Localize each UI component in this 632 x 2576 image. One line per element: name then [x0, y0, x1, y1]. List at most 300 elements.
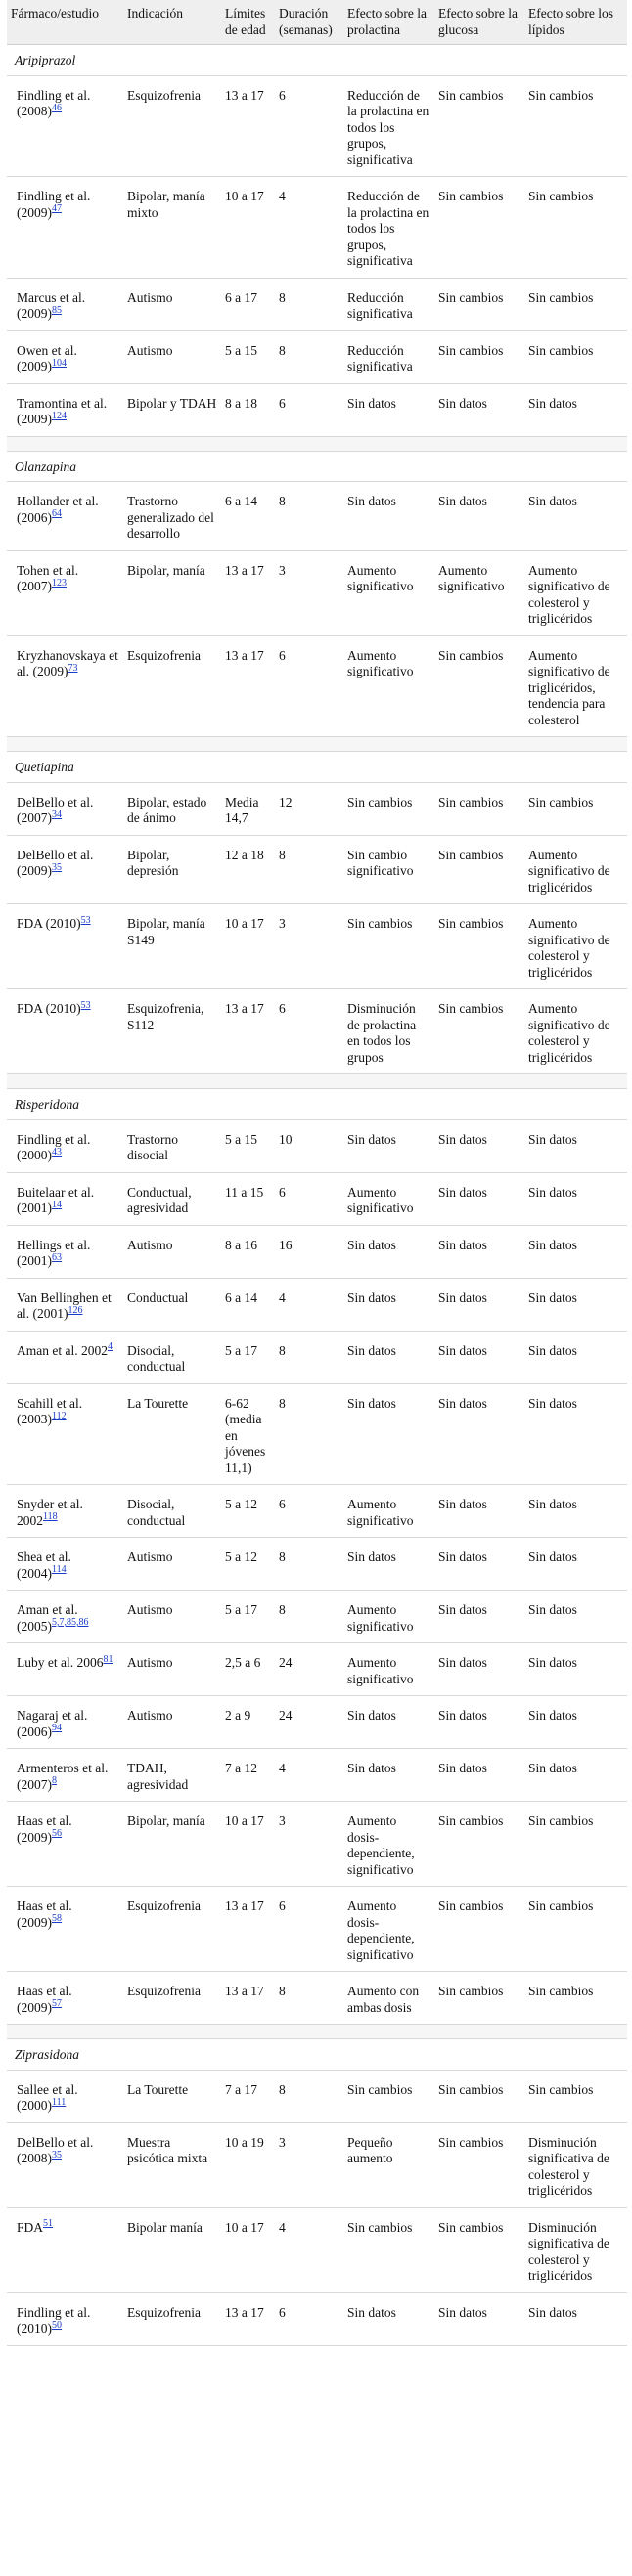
table-row [7, 482, 627, 551]
age-cell: 13 a 17 [221, 989, 275, 1074]
table-row [7, 2122, 627, 2207]
reference-link[interactable]: 56 [52, 1828, 62, 1839]
prolactin-cell: Aumento significativo [343, 1591, 434, 1643]
study-name: Tramontina et al. (2009) [17, 395, 108, 426]
header-cell-duration: Duración (semanas) [275, 0, 343, 45]
table-row [7, 330, 627, 383]
lipids-cell: Sin datos [524, 1172, 627, 1225]
glucose-cell: Sin cambios [434, 1802, 524, 1887]
age-cell: 13 a 17 [221, 75, 275, 177]
age-cell: Media 14,7 [221, 782, 275, 835]
header-row [7, 0, 627, 45]
reference-superscript [68, 662, 77, 674]
study-name: DelBello et al. (2007) [17, 794, 94, 825]
table-row [7, 2070, 627, 2122]
duration-cell: 6 [275, 635, 343, 737]
study-name: Nagaraj et al. (2006) [17, 1708, 88, 1739]
age-cell: 10 a 17 [221, 1802, 275, 1887]
prolactin-cell: Sin datos [343, 1538, 434, 1591]
group-separator [7, 2025, 627, 2039]
reference-superscript [52, 1146, 62, 1157]
lipids-cell: Sin datos [524, 383, 627, 436]
reference-superscript [52, 861, 62, 873]
header-cell-age: Límites de edad [221, 0, 275, 45]
study-name: Findling et al. (2008) [17, 87, 91, 118]
separator-cell [7, 737, 627, 752]
age-cell: 10 a 17 [221, 177, 275, 279]
study-cell [7, 330, 123, 383]
indication-cell: Esquizofrenia, S112 [123, 989, 221, 1074]
lipids-cell: Sin datos [524, 1119, 627, 1172]
study-name: Shea et al. (2004) [17, 1550, 71, 1581]
age-cell: 5 a 17 [221, 1331, 275, 1383]
prolactin-cell: Sin datos [343, 1749, 434, 1802]
table-row [7, 1538, 627, 1591]
reference-link[interactable]: 73 [68, 662, 78, 674]
duration-cell: 12 [275, 782, 343, 835]
prolactin-cell: Reducción de la prolactina en todos los grupos, significativa [343, 75, 434, 177]
study-name: Haas et al. (2009) [17, 1984, 72, 2015]
duration-cell: 6 [275, 1887, 343, 1972]
table-row [7, 1749, 627, 1802]
table-row [7, 782, 627, 835]
prolactin-cell: Sin datos [343, 1119, 434, 1172]
reference-link[interactable]: 43 [52, 1146, 62, 1157]
study-cell [7, 2292, 123, 2345]
prolactin-cell: Aumento dosis-dependiente, significativo [343, 1887, 434, 1972]
reference-superscript [52, 808, 62, 820]
study-cell [7, 550, 123, 635]
lipids-cell: Aumento significativo de colesterol y triglicéridos [524, 550, 627, 635]
reference-superscript [103, 1653, 113, 1665]
separator-cell [7, 2025, 627, 2039]
duration-cell: 8 [275, 1972, 343, 2025]
study-name: Scahill et al. (2003) [17, 1395, 83, 1426]
glucose-cell: Sin cambios [434, 330, 524, 383]
table-container [7, 0, 627, 2346]
duration-cell: 24 [275, 1696, 343, 1749]
age-cell: 13 a 17 [221, 550, 275, 635]
reference-superscript [52, 357, 67, 369]
age-cell: 8 a 18 [221, 383, 275, 436]
lipids-cell: Sin cambios [524, 1802, 627, 1887]
table-row [7, 904, 627, 989]
glucose-cell: Sin datos [434, 383, 524, 436]
reference-link[interactable]: 50 [52, 2319, 62, 2331]
study-cell [7, 1119, 123, 1172]
prolactin-cell: Sin datos [343, 1331, 434, 1383]
reference-superscript [52, 2096, 66, 2108]
group-row [7, 451, 627, 482]
duration-cell: 4 [275, 2207, 343, 2292]
prolactin-cell: Reducción significativa [343, 330, 434, 383]
study-name: Sallee et al. (2000) [17, 2081, 78, 2113]
age-cell: 13 a 17 [221, 1972, 275, 2025]
lipids-cell: Sin datos [524, 1696, 627, 1749]
glucose-cell: Sin datos [434, 482, 524, 551]
table-row [7, 2207, 627, 2292]
study-name: DelBello et al. (2008) [17, 2134, 94, 2165]
prolactin-cell: Sin cambio significativo [343, 835, 434, 904]
glucose-cell: Sin datos [434, 1172, 524, 1225]
prolactin-cell: Aumento significativo [343, 1485, 434, 1538]
study-cell [7, 177, 123, 279]
reference-link[interactable]: 118 [43, 1511, 58, 1522]
glucose-cell: Sin cambios [434, 177, 524, 279]
prolactin-cell: Pequeño aumento [343, 2122, 434, 2207]
indication-cell: La Tourette [123, 1383, 221, 1485]
reference-superscript [81, 914, 91, 926]
reference-superscript [52, 1251, 62, 1263]
prolactin-cell: Aumento dosis-dependiente, significativo [343, 1802, 434, 1887]
duration-cell: 3 [275, 1802, 343, 1887]
reference-superscript [81, 999, 91, 1011]
lipids-cell: Sin cambios [524, 1887, 627, 1972]
lipids-cell: Aumento significativo de colesterol y triglicéridos [524, 989, 627, 1074]
reference-superscript [52, 507, 62, 519]
lipids-cell: Sin datos [524, 1485, 627, 1538]
study-name: Aman et al. 2002 [17, 1342, 108, 1358]
lipids-cell: Sin datos [524, 1278, 627, 1331]
study-name: Owen et al. (2009) [17, 342, 77, 373]
prolactin-cell: Aumento significativo [343, 550, 434, 635]
header-cell-prolactin: Efecto sobre la prolactina [343, 0, 434, 45]
table-row [7, 1225, 627, 1278]
glucose-cell: Sin datos [434, 1485, 524, 1538]
reference-superscript [52, 102, 62, 113]
header-cell-lipids: Efecto sobre los lípidos [524, 0, 627, 45]
reference-link[interactable]: 14 [52, 1199, 62, 1210]
indication-cell: Bipolar, manía S149 [123, 904, 221, 989]
prolactin-cell: Sin datos [343, 2292, 434, 2345]
reference-superscript [52, 2319, 62, 2331]
lipids-cell: Sin datos [524, 1643, 627, 1696]
prolactin-cell: Reducción de la prolactina en todos los grupos, significativa [343, 177, 434, 279]
study-cell [7, 1331, 123, 1383]
study-cell [7, 1278, 123, 1331]
study-name: Hellings et al. (2001) [17, 1237, 91, 1268]
age-cell: 2 a 9 [221, 1696, 275, 1749]
reference-link[interactable]: 124 [52, 410, 67, 421]
study-name: Armenteros et al. (2007) [17, 1761, 109, 1792]
age-cell: 6-62 (media en jóvenes 11,1) [221, 1383, 275, 1485]
study-name: DelBello et al. (2009) [17, 847, 94, 878]
lipids-cell: Aumento significativo de triglicéridos, tendencia para colesterol [524, 635, 627, 737]
age-cell: 5 a 12 [221, 1485, 275, 1538]
prolactin-cell: Aumento significativo [343, 1643, 434, 1696]
reference-link[interactable]: 126 [68, 1304, 83, 1316]
glucose-cell: Sin datos [434, 1225, 524, 1278]
reference-superscript [52, 1199, 62, 1210]
lipids-cell: Sin cambios [524, 782, 627, 835]
study-cell [7, 782, 123, 835]
lipids-cell: Sin datos [524, 1225, 627, 1278]
prolactin-cell: Sin cambios [343, 782, 434, 835]
prolactin-cell: Sin datos [343, 482, 434, 551]
glucose-cell: Sin datos [434, 1331, 524, 1383]
age-cell: 5 a 12 [221, 1538, 275, 1591]
study-name: Hollander et al. (2006) [17, 494, 99, 525]
indication-cell: Disocial, conductual [123, 1485, 221, 1538]
study-cell [7, 383, 123, 436]
reference-link[interactable]: 53 [80, 914, 91, 926]
glucose-cell: Sin datos [434, 1278, 524, 1331]
study-name: Tohen et al. (2007) [17, 562, 79, 593]
table-row [7, 75, 627, 177]
reference-link[interactable]: 58 [52, 1913, 62, 1924]
duration-cell: 3 [275, 2122, 343, 2207]
reference-link[interactable]: 111 [52, 2096, 67, 2108]
indication-cell: Bipolar, manía [123, 550, 221, 635]
age-cell: 6 a 14 [221, 482, 275, 551]
group-title: Olanzapina [7, 451, 627, 482]
glucose-cell: Sin cambios [434, 782, 524, 835]
separator-cell [7, 1074, 627, 1089]
study-cell [7, 1485, 123, 1538]
table-row [7, 1119, 627, 1172]
duration-cell: 8 [275, 1331, 343, 1383]
glucose-cell: Sin datos [434, 1119, 524, 1172]
reference-superscript [52, 1912, 62, 1924]
lipids-cell: Sin cambios [524, 2070, 627, 2122]
reference-superscript [52, 1563, 67, 1575]
study-cell [7, 904, 123, 989]
table-row [7, 1591, 627, 1643]
glucose-cell: Sin cambios [434, 75, 524, 177]
indication-cell: Autismo [123, 278, 221, 330]
reference-superscript [52, 1722, 62, 1733]
glucose-cell: Sin datos [434, 1749, 524, 1802]
reference-superscript [52, 1827, 62, 1839]
lipids-cell: Sin cambios [524, 177, 627, 279]
table-row [7, 635, 627, 737]
duration-cell: 8 [275, 1383, 343, 1485]
age-cell: 7 a 17 [221, 2070, 275, 2122]
duration-cell: 6 [275, 2292, 343, 2345]
glucose-cell: Sin datos [434, 1383, 524, 1485]
reference-link[interactable]: 114 [52, 1564, 67, 1575]
lipids-cell: Sin datos [524, 2292, 627, 2345]
prolactin-cell: Aumento significativo [343, 635, 434, 737]
prolactin-cell: Sin datos [343, 1383, 434, 1485]
indication-cell: Autismo [123, 1225, 221, 1278]
study-cell [7, 278, 123, 330]
table-row [7, 177, 627, 279]
prolactin-cell: Sin datos [343, 1278, 434, 1331]
reference-link[interactable]: 47 [52, 203, 62, 214]
prolactin-cell: Aumento significativo [343, 1172, 434, 1225]
reference-link[interactable]: 35 [52, 861, 62, 873]
reference-superscript [52, 1774, 57, 1786]
age-cell: 6 a 14 [221, 1278, 275, 1331]
lipids-cell: Sin cambios [524, 278, 627, 330]
table-row [7, 1485, 627, 1538]
reference-link[interactable]: 104 [52, 357, 67, 369]
duration-cell: 24 [275, 1643, 343, 1696]
duration-cell: 6 [275, 1485, 343, 1538]
reference-superscript [52, 1997, 62, 2009]
reference-link[interactable]: 4 [107, 1341, 113, 1352]
reference-superscript [52, 1410, 67, 1421]
prolactin-cell: Sin datos [343, 383, 434, 436]
study-name: Buitelaar et al. (2001) [17, 1184, 95, 1215]
study-cell [7, 635, 123, 737]
reference-superscript [43, 1510, 58, 1522]
reference-link[interactable]: 8 [52, 1775, 57, 1786]
table-row [7, 278, 627, 330]
study-name: Haas et al. (2009) [17, 1813, 72, 1845]
table-row [7, 1643, 627, 1696]
reference-superscript [43, 2217, 53, 2229]
indication-cell: Bipolar, depresión [123, 835, 221, 904]
group-separator [7, 737, 627, 752]
reference-link[interactable]: 35 [52, 2149, 62, 2161]
indication-cell: Conductual [123, 1278, 221, 1331]
prolactin-cell: Sin datos [343, 1696, 434, 1749]
study-name: Findling et al. (2010) [17, 2304, 91, 2336]
age-cell: 10 a 19 [221, 2122, 275, 2207]
table-row [7, 1972, 627, 2025]
header-cell-indication: Indicación [123, 0, 221, 45]
study-cell [7, 75, 123, 177]
study-name: Marcus et al. (2009) [17, 289, 86, 321]
lipids-cell: Sin datos [524, 1538, 627, 1591]
table-row [7, 835, 627, 904]
group-row [7, 752, 627, 783]
reference-link[interactable]: 85 [52, 304, 62, 316]
study-cell [7, 1383, 123, 1485]
study-name: Aman et al. (2005) [17, 1602, 78, 1634]
duration-cell: 8 [275, 482, 343, 551]
lipids-cell: Sin datos [524, 1749, 627, 1802]
group-title: Ziprasidona [7, 2039, 627, 2071]
reference-superscript [52, 410, 67, 421]
reference-link[interactable]: 51 [43, 2218, 54, 2229]
study-cell [7, 1749, 123, 1802]
reference-superscript [52, 577, 67, 589]
indication-cell: Bipolar, manía [123, 1802, 221, 1887]
study-cell [7, 1643, 123, 1696]
indication-cell: Esquizofrenia [123, 635, 221, 737]
study-name: Findling et al. (2000) [17, 1131, 91, 1162]
glucose-cell: Sin cambios [434, 904, 524, 989]
prolactin-cell: Sin cambios [343, 2207, 434, 2292]
group-title: Aripiprazol [7, 45, 627, 76]
group-title: Quetiapina [7, 752, 627, 783]
group-title: Risperidona [7, 1089, 627, 1120]
group-row [7, 1089, 627, 1120]
lipids-cell: Sin cambios [524, 330, 627, 383]
duration-cell: 8 [275, 2070, 343, 2122]
study-name: Findling et al. (2009) [17, 189, 91, 220]
study-table [7, 0, 627, 2346]
duration-cell: 4 [275, 1749, 343, 1802]
duration-cell: 10 [275, 1119, 343, 1172]
glucose-cell: Sin cambios [434, 989, 524, 1074]
header-cell-glucose: Efecto sobre la glucosa [434, 0, 524, 45]
table-row [7, 2292, 627, 2345]
indication-cell: Autismo [123, 1538, 221, 1591]
table-row [7, 1278, 627, 1331]
reference-link[interactable]: 46 [52, 102, 62, 113]
indication-cell: Esquizofrenia [123, 1972, 221, 2025]
prolactin-cell: Reducción significativa [343, 278, 434, 330]
lipids-cell: Sin cambios [524, 1972, 627, 2025]
lipids-cell: Disminución significativa de colesterol y triglicéridos [524, 2122, 627, 2207]
reference-link[interactable]: 53 [80, 999, 91, 1011]
lipids-cell: Sin datos [524, 1331, 627, 1383]
lipids-cell: Sin datos [524, 482, 627, 551]
study-cell [7, 2207, 123, 2292]
table-row [7, 1887, 627, 1972]
study-name: FDA (2010) [17, 1001, 81, 1016]
reference-superscript [52, 304, 62, 316]
indication-cell: Esquizofrenia [123, 75, 221, 177]
reference-link[interactable]: 123 [52, 577, 67, 589]
table-row [7, 1696, 627, 1749]
table-header [7, 0, 627, 45]
reference-link[interactable]: 64 [52, 508, 62, 519]
study-name: FDA [17, 2219, 44, 2235]
duration-cell: 3 [275, 904, 343, 989]
glucose-cell: Sin cambios [434, 835, 524, 904]
glucose-cell: Sin datos [434, 1538, 524, 1591]
reference-link[interactable]: 57 [52, 1998, 62, 2009]
reference-link[interactable]: 63 [52, 1251, 62, 1263]
study-cell [7, 2070, 123, 2122]
indication-cell: Esquizofrenia [123, 2292, 221, 2345]
duration-cell: 8 [275, 330, 343, 383]
age-cell: 8 a 16 [221, 1225, 275, 1278]
glucose-cell: Sin cambios [434, 2207, 524, 2292]
study-name: Snyder et al. 2002 [17, 1497, 83, 1528]
indication-cell: Esquizofrenia [123, 1887, 221, 1972]
indication-cell: Autismo [123, 1696, 221, 1749]
duration-cell: 16 [275, 1225, 343, 1278]
table-row [7, 1331, 627, 1383]
group-row [7, 2039, 627, 2071]
study-cell [7, 1972, 123, 2025]
study-name: Haas et al. (2009) [17, 1899, 72, 1930]
reference-link[interactable]: 5,7,85,86 [52, 1617, 89, 1628]
lipids-cell: Disminución significativa de colesterol y triglicéridos [524, 2207, 627, 2292]
reference-superscript [52, 2149, 62, 2161]
table-body [7, 45, 627, 2346]
prolactin-cell: Sin cambios [343, 2070, 434, 2122]
duration-cell: 6 [275, 383, 343, 436]
reference-link[interactable]: 112 [52, 1410, 67, 1421]
prolactin-cell: Aumento con ambas dosis [343, 1972, 434, 2025]
study-cell [7, 1696, 123, 1749]
prolactin-cell: Sin cambios [343, 904, 434, 989]
indication-cell: Autismo [123, 330, 221, 383]
glucose-cell: Sin datos [434, 1696, 524, 1749]
reference-link[interactable]: 34 [52, 808, 62, 820]
indication-cell: TDAH, agresividad [123, 1749, 221, 1802]
group-row [7, 45, 627, 76]
group-separator [7, 436, 627, 451]
age-cell: 7 a 12 [221, 1749, 275, 1802]
age-cell: 5 a 17 [221, 1591, 275, 1643]
indication-cell: Trastorno disocial [123, 1119, 221, 1172]
reference-link[interactable]: 94 [52, 1723, 62, 1733]
indication-cell: Conductual, agresividad [123, 1172, 221, 1225]
indication-cell: Bipolar manía [123, 2207, 221, 2292]
lipids-cell: Aumento significativo de triglicéridos [524, 835, 627, 904]
table-row [7, 989, 627, 1074]
reference-link[interactable]: 81 [103, 1653, 113, 1665]
study-cell [7, 1591, 123, 1643]
